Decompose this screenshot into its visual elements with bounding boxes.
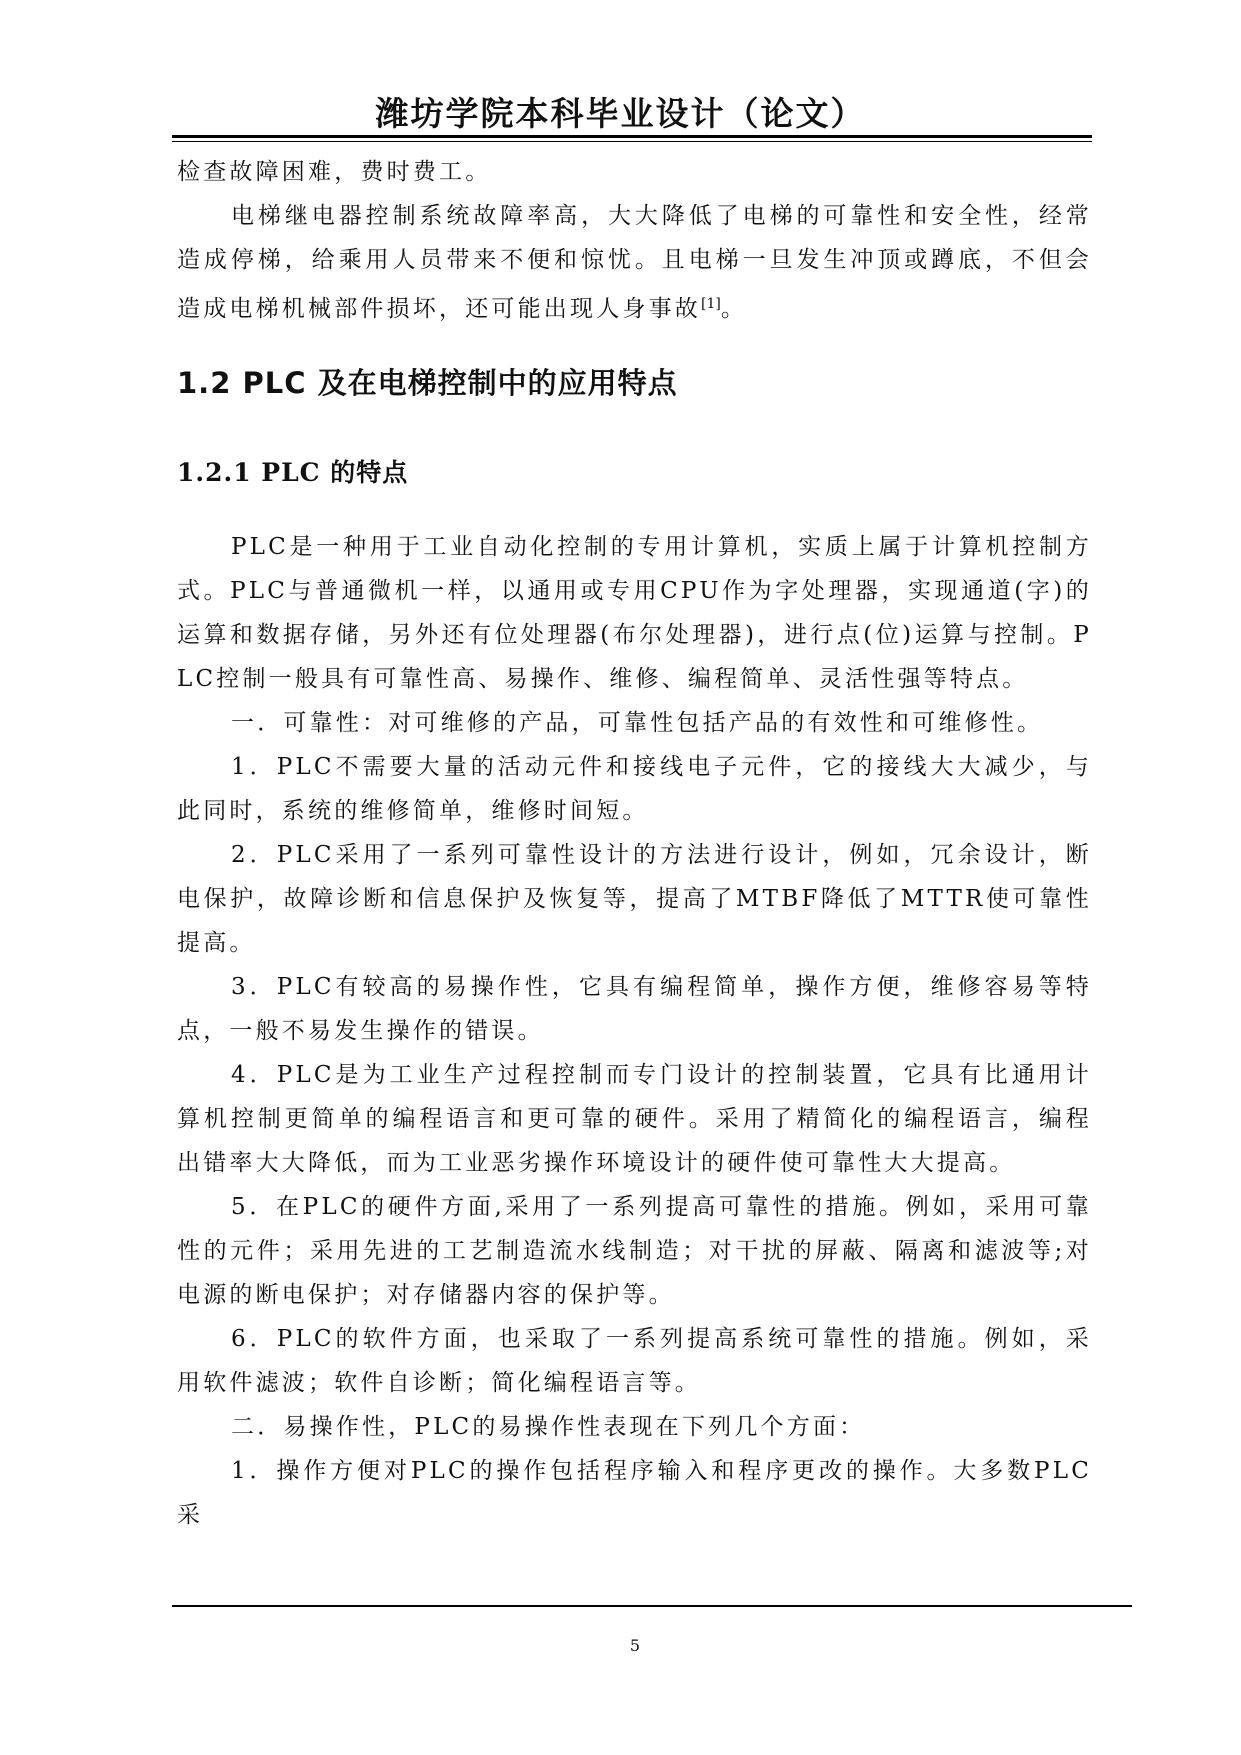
page-number: 5 [629,1636,641,1655]
paragraph-continued: 检查故障困难，费时费工。 [177,159,492,185]
footer-rule [172,1605,1132,1607]
list-item-3: 3．PLC有较高的易操作性，它具有编程简单，操作方便，维修容易等特点，一般不易发生操作的错误。 [177,974,1092,1044]
paragraph-text: 电梯继电器控制系统故障率高，大大降低了电梯的可靠性和安全性，经常造成停梯，给乘用人员带来不便和惊忧。且电梯一旦发生冲顶或蹲底，不但会造成电梯机械部件损坏，还可能出现人身事故 [177,203,1092,322]
paragraph-reliability: 一．可靠性：对可维修的产品，可靠性包括产品的有效性和可维修性。 [231,710,1044,736]
document-body [177,150,1092,1537]
paragraph-plc-intro: PLC是一种用于工业自动化控制的专用计算机，实质上属于计算机控制方式。PLC与普通微机一样，以通用或专用CPU作为字处理器，实现通道(字)的运算和数据存储，另外还有位处理器(布尔处理器)，进行点(位)运算与控制。PLC控制一般具有可靠性高、易操作、维修、编程简单、灵活性强等特点。 [177,534,1092,692]
header-rule-thin [172,141,1092,142]
subsection-heading: 1.2.1 PLC 的特点 [177,458,409,487]
list-item-1: 1．PLC不需要大量的活动元件和接线电子元件，它的接线大大减少，与此同时，系统的维修简单，维修时间短。 [177,754,1092,824]
paragraph-elevator-faults [177,194,1092,331]
section-heading: 1.2 PLC 及在电梯控制中的应用特点 [177,366,678,400]
header-title: 潍坊学院本科毕业设计（论文） [375,94,866,133]
list-item-6: 6．PLC的软件方面，也采取了一系列提高系统可靠性的措施。例如，采用软件滤波；软件自诊断；简化编程语言等。 [177,1326,1092,1396]
citation-marker[interactable]: [1] [701,296,721,312]
list-item-4: 4．PLC是为工业生产过程控制而专门设计的控制装置，它具有比通用计算机控制更简单的编程语言和更可靠的硬件。采用了精简化的编程语言，编程出错率大大降低，而为工业恶劣操作环境设计的硬件使可靠性大大提高。 [177,1062,1092,1176]
paragraph-end: 。 [720,296,748,322]
list-item-5: 5．在PLC的硬件方面,采用了一系列提高可靠性的措施。例如，采用可靠性的元件；采用先进的工艺制造流水线制造；对干扰的屏蔽、隔离和滤波等;对电源的断电保护；对存储器内容的保护等。 [177,1194,1092,1308]
list-item-operability-1: 1．操作方便对PLC的操作包括程序输入和程序更改的操作。大多数PLC采 [177,1458,1092,1528]
paragraph-operability: 二．易操作性，PLC的易操作性表现在下列几个方面： [231,1414,866,1440]
list-item-2: 2．PLC采用了一系列可靠性设计的方法进行设计，例如，冗余设计，断电保护，故障诊断和信息保护及恢复等，提高了MTBF降低了MTTR使可靠性提高。 [177,842,1092,956]
header-rule-thick [172,135,1092,138]
